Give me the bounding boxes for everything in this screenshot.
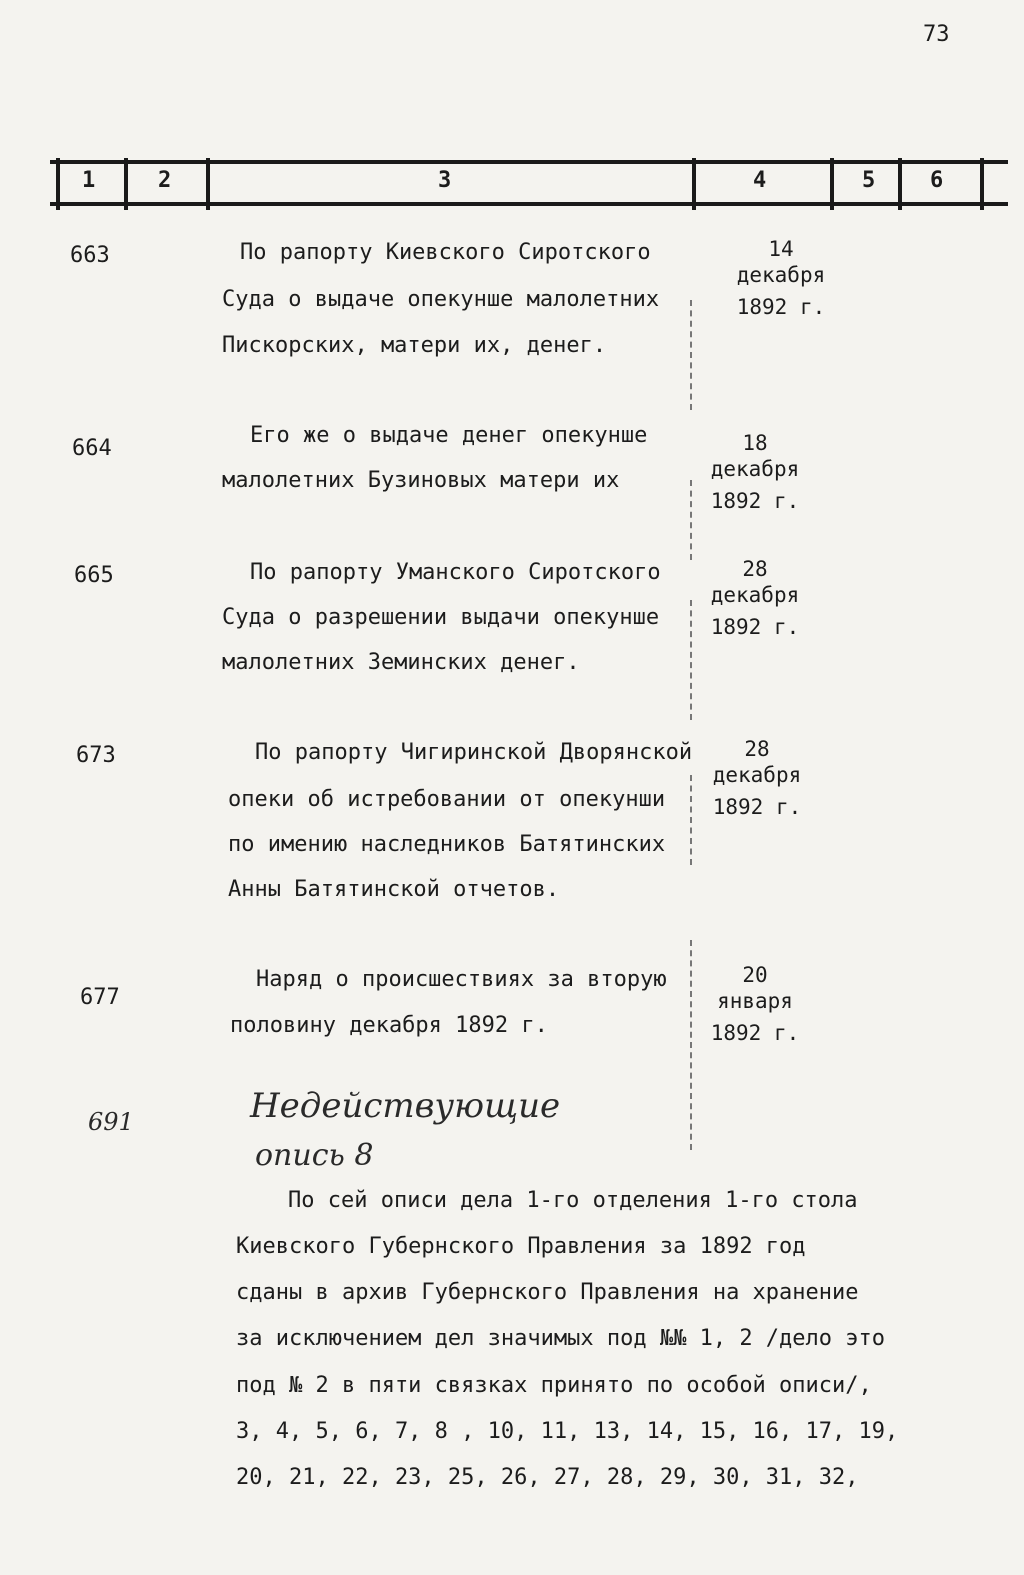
record-text-line: Его же о выдаче денег опекунше bbox=[250, 423, 648, 448]
column-label: 6 bbox=[930, 168, 944, 193]
column-label: 3 bbox=[438, 168, 452, 193]
column-rule bbox=[690, 775, 692, 865]
column-separator bbox=[830, 158, 834, 210]
date-year: 1892 г. bbox=[710, 489, 800, 513]
date-day: 28 bbox=[744, 737, 770, 761]
date-day: 14 bbox=[768, 237, 794, 261]
record-number: 673 bbox=[76, 743, 116, 768]
record-text-line: опеки об истребовании от опекунши bbox=[228, 787, 666, 812]
date-year: 1892 г. bbox=[710, 615, 800, 639]
closing-line: 3, 4, 5, 6, 7, 8 , 10, 11, 13, 14, 15, 16, 17, 19, bbox=[236, 1419, 899, 1444]
handwritten-note: опись 8 bbox=[255, 1138, 374, 1173]
record-date bbox=[726, 236, 836, 320]
handwritten-note: Недействующие bbox=[250, 1086, 561, 1126]
date-day: 18 bbox=[742, 431, 768, 455]
closing-line: под № 2 в пяти связках принято по особой описи/, bbox=[236, 1373, 872, 1398]
column-rule bbox=[690, 600, 692, 720]
column-label: 4 bbox=[753, 168, 767, 193]
column-label: 5 bbox=[862, 168, 876, 193]
handwritten-number: 691 bbox=[88, 1108, 134, 1136]
record-text-line: малолетних Земинских денег. bbox=[222, 650, 580, 675]
record-text-line: Суда о выдаче опекунше малолетних bbox=[222, 287, 660, 312]
column-rule bbox=[690, 300, 692, 410]
closing-line: за исключением дел значимых под №№ 1, 2 /дело это bbox=[236, 1326, 886, 1351]
date-day: 20 bbox=[742, 963, 768, 987]
closing-line: Киевского Губернского Правления за 1892 год bbox=[236, 1234, 806, 1259]
date-month: декабря bbox=[712, 763, 802, 787]
closing-line: 20, 21, 22, 23, 25, 26, 27, 28, 29, 30, 31, 32, bbox=[236, 1465, 859, 1490]
record-text-line: по имению наследников Батятинских bbox=[228, 832, 666, 857]
date-month: декабря bbox=[710, 457, 800, 481]
date-year: 1892 г. bbox=[712, 795, 802, 819]
record-date bbox=[702, 736, 812, 820]
record-date bbox=[700, 430, 810, 514]
record-text-line: половину декабря 1892 г. bbox=[230, 1013, 548, 1038]
date-month: января bbox=[717, 989, 793, 1013]
record-text-line: По рапорту Киевского Сиротского bbox=[240, 240, 651, 265]
column-rule bbox=[690, 480, 692, 560]
record-text-line: малолетних Бузиновых матери их bbox=[222, 468, 620, 493]
record-text-line: Наряд о происшествиях за вторую bbox=[256, 967, 667, 992]
date-year: 1892 г. bbox=[710, 1021, 800, 1045]
record-text-line: Пискорских, матери их, денег. bbox=[222, 333, 607, 358]
column-separator bbox=[124, 158, 128, 210]
column-label: 2 bbox=[158, 168, 172, 193]
column-separator bbox=[56, 158, 60, 210]
record-date bbox=[700, 962, 810, 1046]
record-number: 665 bbox=[74, 563, 114, 588]
column-separator bbox=[898, 158, 902, 210]
record-text-line: По рапорту Уманского Сиротского bbox=[250, 560, 661, 585]
record-text-line: По рапорту Чигиринской Дворянской bbox=[255, 740, 693, 765]
column-rule bbox=[690, 940, 692, 1150]
record-number: 663 bbox=[70, 243, 110, 268]
record-date bbox=[700, 556, 810, 640]
closing-line: По сей описи дела 1-го отделения 1-го стола bbox=[288, 1188, 858, 1213]
column-label: 1 bbox=[82, 168, 96, 193]
column-separator bbox=[980, 158, 984, 210]
record-number: 677 bbox=[80, 985, 120, 1010]
date-year: 1892 г. bbox=[736, 295, 826, 319]
column-separator bbox=[206, 158, 210, 210]
column-header-bar bbox=[50, 160, 1008, 206]
closing-line: сданы в архив Губернского Правления на хранение bbox=[236, 1280, 859, 1305]
record-text-line: Анны Батятинской отчетов. bbox=[228, 877, 560, 902]
record-text-line: Суда о разрешении выдачи опекунше bbox=[222, 605, 660, 630]
date-month: декабря bbox=[710, 583, 800, 607]
date-day: 28 bbox=[742, 557, 768, 581]
record-number: 664 bbox=[72, 436, 112, 461]
column-separator bbox=[692, 158, 696, 210]
page-number: 73 bbox=[923, 22, 950, 47]
date-month: декабря bbox=[736, 263, 826, 287]
